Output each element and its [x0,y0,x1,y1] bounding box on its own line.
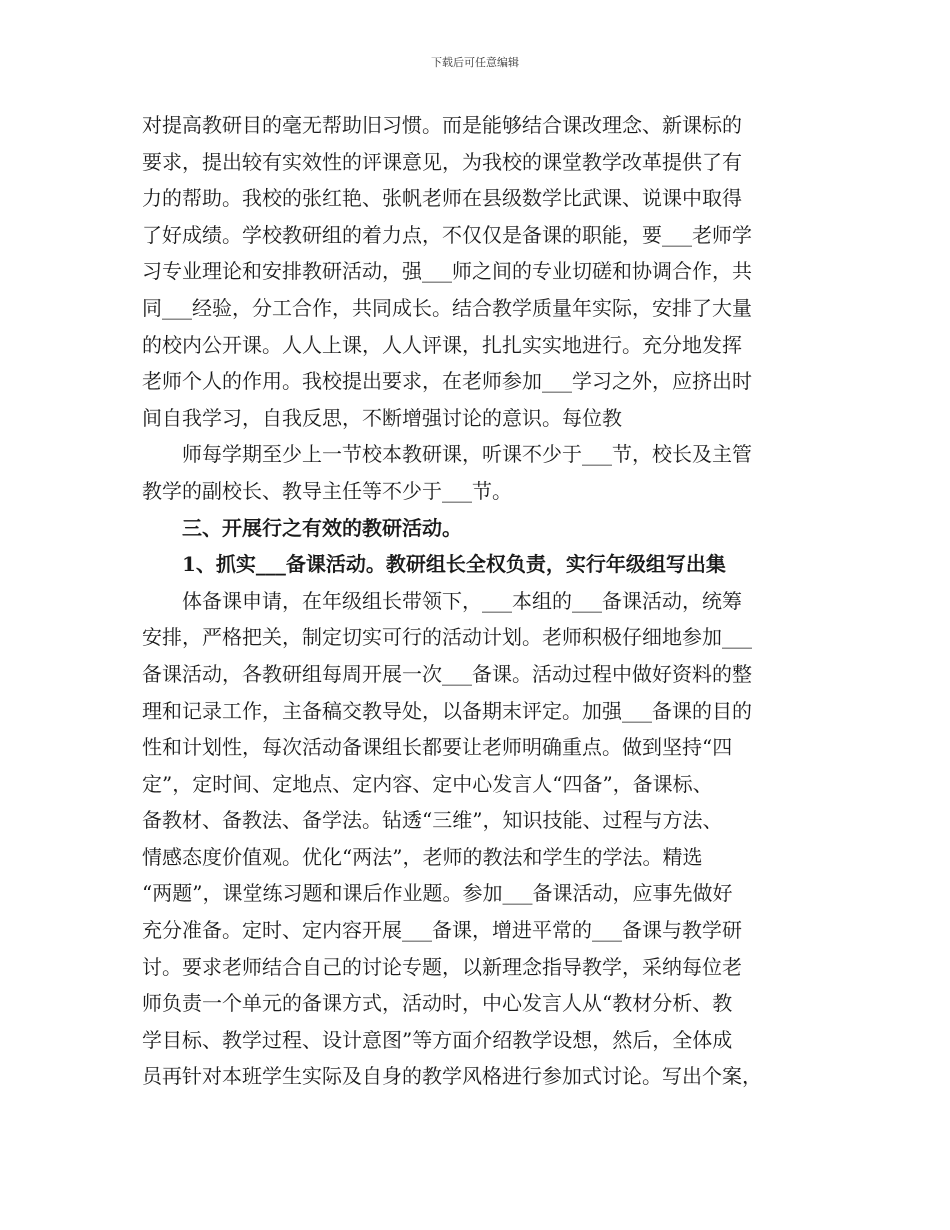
text-line: 讨。要求老师结合自己的讨论专题，以新理念指导教学，采纳每位老 [142,954,742,979]
paragraph-2 [142,436,812,509]
text-line: 体备课申请，在年级组长带领下，___本组的___备课活动，统筹 [142,588,742,613]
text-line: 教学的副校长、教导主任等不少于___节。 [142,478,512,503]
text-line: 备课活动，各教研组每周开展一次___备课。活动过程中做好资料的整 [142,661,752,686]
page-header: 下载后可任意编辑 [431,56,519,69]
text-line: 师每学期至少上一节校本教研课，听课不少于___节，校长及主管 [142,442,752,467]
document-body [142,107,812,1095]
text-line: 要求，提出较有实效性的评课意见，为我校的课堂教学改革提供了有 [142,149,742,174]
subsection-heading: 1、抓实___备课活动。教研组长全权负责，实行年级组写出集 [142,552,726,577]
text-line: “两题”，课堂练习题和课后作业题。参加___备课活动，应事先做好 [142,881,733,906]
text-line: 习专业理论和安排教研活动，强___师之间的专业切磋和协调合作，共 [142,259,752,284]
text-line: 老师个人的作用。我校提出要求，在老师参加___学习之外，应挤出时 [142,369,752,394]
text-line: 理和记录工作，主备稿交教导处，以备期末评定。加强___备课的目的 [142,698,752,723]
text-line: 同___经验，分工合作，共同成长。结合教学质量年实际，安排了大量 [142,295,752,320]
text-line: 员再针对本班学生实际及自身的教学风格进行参加式讨论。写出个案， [142,1064,762,1089]
text-line: 定”，定时间、定地点、定内容、定中心发言人“四备”，备课标、 [142,771,713,796]
text-line: 充分准备。定时、定内容开展___备课，增进平常的___备课与教学研 [142,918,742,943]
paragraph-1 [142,107,812,436]
text-line: 学目标、教学过程、设计意图”等方面介绍教学设想，然后，全体成 [142,1027,733,1052]
text-line: 性和计划性，每次活动备课组长都要让老师明确重点。做到坚持“四 [142,735,733,760]
text-line: 师负责一个单元的备课方式，活动时，中心发言人从“教材分析、教 [142,991,733,1016]
text-line: 情感态度价值观。优化“两法”，老师的教法和学生的学法。精选 [142,844,703,869]
paragraph-3 [142,583,812,1095]
section-heading: 三、开展行之有效的教研活动。 [142,515,462,540]
text-line: 间自我学习，自我反思，不断增强讨论的意识。每位教 [142,405,622,430]
text-line: 备教材、备教法、备学法。钻透“三维”，知识技能、过程与方法、 [142,808,723,833]
text-line: 了好成绩。学校教研组的着力点，不仅仅是备课的职能，要___老师学 [142,222,752,247]
text-line: 的校内公开课。人人上课，人人评课，扎扎实实地进行。充分地发挥 [142,332,742,357]
text-line: 力的帮助。我校的张红艳、张帆老师在县级数学比武课、说课中取得 [142,186,742,211]
text-line: 对提高教研目的毫无帮助旧习惯。而是能够结合课改理念、新课标的 [142,113,742,137]
text-line: 安排，严格把关，制定切实可行的活动计划。老师积极仔细地参加___ [142,625,752,650]
